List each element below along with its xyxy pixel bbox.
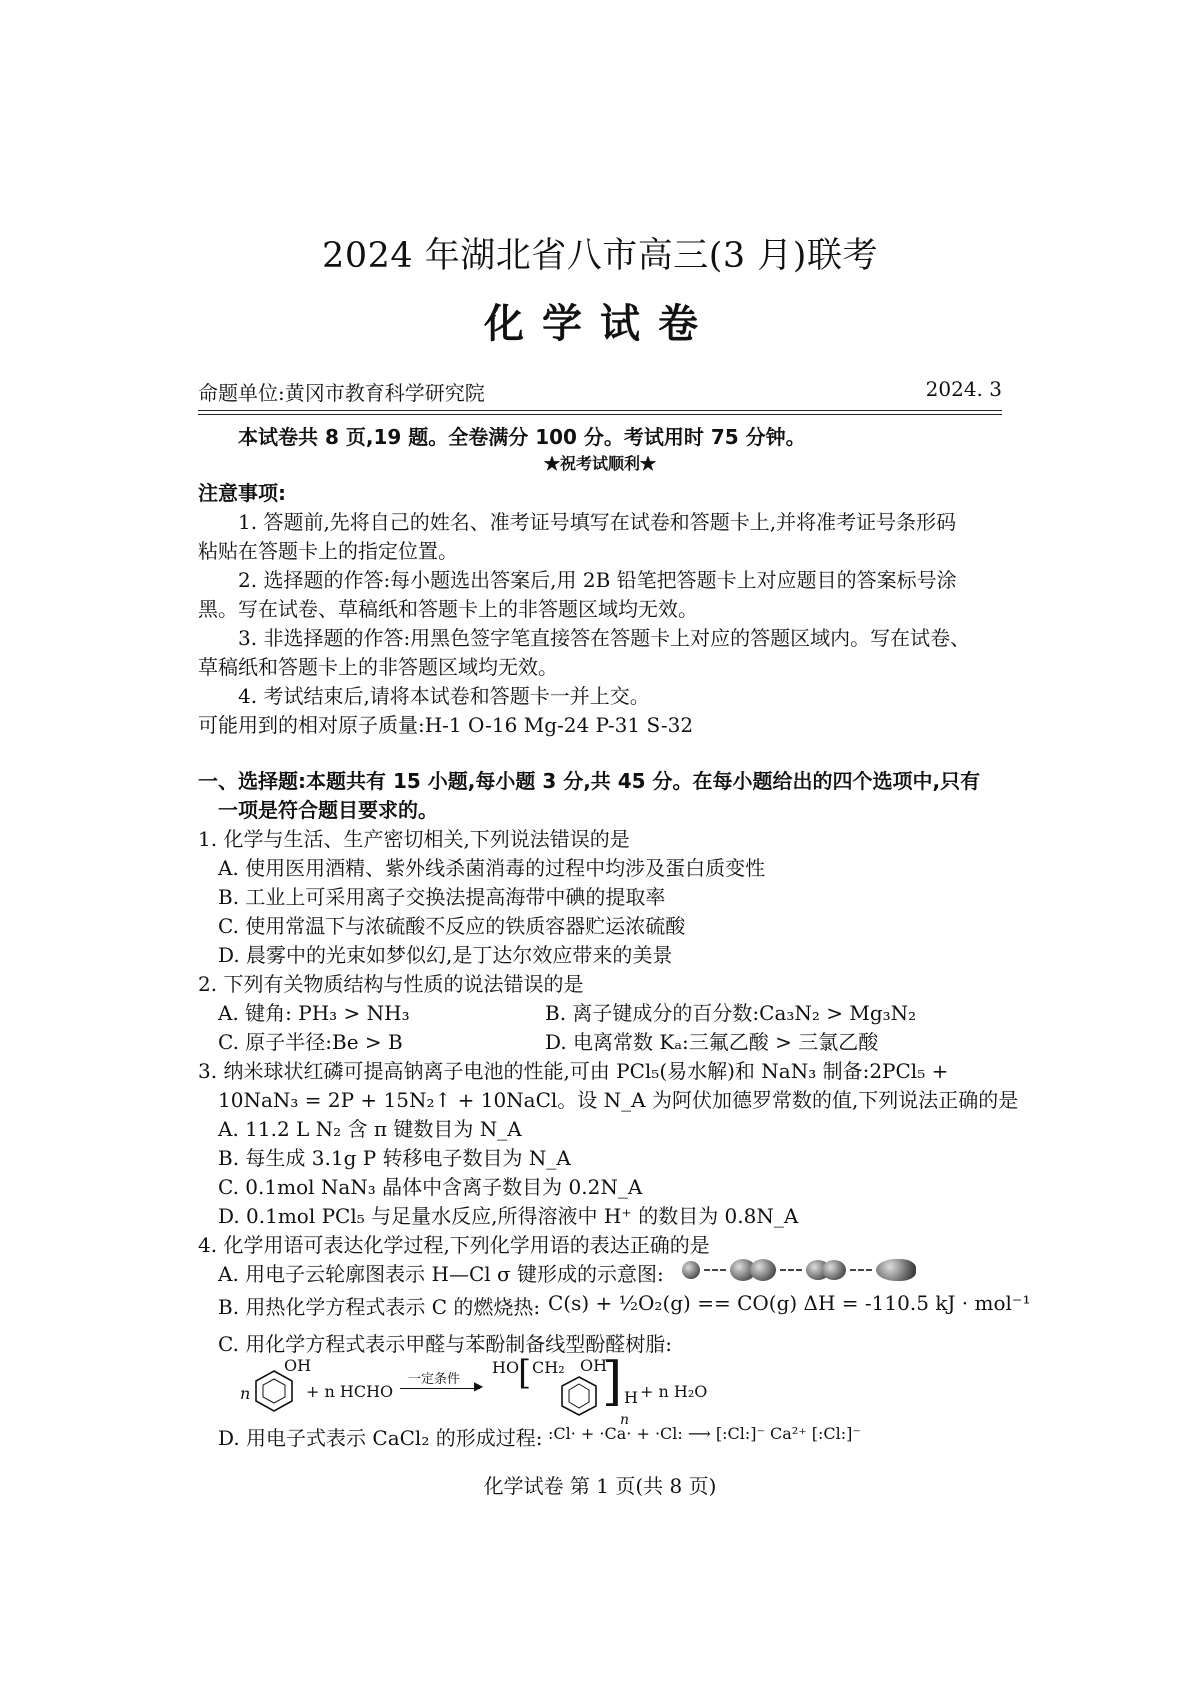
option-c: C. 0.1mol NaN₃ 晶体中含离子数目为 0.2N_A [218, 1175, 643, 1199]
question-stem-cont: 10NaN₃ = 2P + 15N₂↑ + 10NaCl。设 N_A 为阿伏加德罗常数的值,下列说法正确的是 [218, 1088, 1019, 1112]
overlap-orbital-icon [822, 1260, 846, 1280]
bracket-right: ] [602, 1352, 623, 1412]
subject-title: 化学试卷 [484, 301, 716, 347]
notice-line: 4. 考试结束后,请将本试卷和答题卡一并上交。 [238, 684, 650, 708]
option-c: C. 原子半径:Be > B [218, 1030, 403, 1054]
question-stem: 1. 化学与生活、生产密切相关,下列说法错误的是 [198, 827, 630, 851]
electron-formula: :Cl· + ·Ca· + ·Cl: ⟶ [:Cl:]⁻ Ca²⁺ [:Cl:]⁻ [548, 1424, 861, 1443]
h-orbital-icon [682, 1261, 700, 1279]
header-divider-2 [198, 414, 1002, 415]
option-c: C. 使用常温下与浓硫酸不反应的铁质容器贮运浓硫酸 [218, 914, 686, 938]
reaction-arrow [400, 1388, 480, 1389]
notice-line: 3. 非选择题的作答:用黑色签字笔直接答在答题卡上对应的答题区域内。写在试卷、 [238, 626, 971, 650]
question-stem: 2. 下列有关物质结构与性质的说法错误的是 [198, 972, 584, 996]
option-a: A. 用电子云轮廓图表示 H—Cl σ 键形成的示意图: [218, 1262, 664, 1286]
exam-info: 本试卷共 8 页,19 题。全卷满分 100 分。考试用时 75 分钟。 [238, 425, 806, 449]
atomic-masses: 可能用到的相对原子质量:H-1 O-16 Mg-24 P-31 S-32 [198, 713, 694, 737]
option-b: B. 用热化学方程式表示 C 的燃烧热: [218, 1295, 541, 1319]
sigma-bond-icon [876, 1259, 916, 1281]
ho-label: HO [492, 1358, 520, 1377]
option-a: A. 11.2 L N₂ 含 π 键数目为 N_A [218, 1117, 522, 1141]
notice-line: 1. 答题前,先将自己的姓名、准考证号填写在试卷和答题卡上,并将准考证号条形码 [238, 510, 957, 534]
option-d: D. 0.1mol PCl₅ 与足量水反应,所得溶液中 H⁺ 的数目为 0.8N_A [218, 1204, 799, 1228]
option-b: B. 工业上可采用离子交换法提高海带中碘的提取率 [218, 885, 666, 909]
option-d: D. 晨雾中的光束如梦似幻,是丁达尔效应带来的美景 [218, 943, 673, 967]
water-label: + n H₂O [640, 1382, 708, 1401]
electron-cloud-diagram [682, 1259, 916, 1281]
option-c: C. 用化学方程式表示甲醛与苯酚制备线型酚醛树脂: [218, 1332, 673, 1356]
notice-line: 粘贴在答题卡上的指定位置。 [198, 539, 458, 563]
option-d: D. 用电子式表示 CaCl₂ 的形成过程: [218, 1426, 543, 1450]
page-footer: 化学试卷 第 1 页(共 8 页) [483, 1474, 717, 1498]
question-stem: 4. 化学用语可表达化学过程,下列化学用语的表达正确的是 [198, 1233, 710, 1257]
option-b: B. 离子键成分的百分数:Ca₃N₂ > Mg₃N₂ [545, 1001, 917, 1025]
option-d: D. 电离常数 Kₐ:三氟乙酸 > 三氯乙酸 [545, 1030, 879, 1054]
hcho-label: + n HCHO [306, 1382, 394, 1401]
coef-n: n [240, 1384, 251, 1403]
header-divider [198, 410, 1002, 411]
notice-line: 黑。写在试卷、草稿纸和答题卡上的非答题区域均无效。 [198, 597, 698, 621]
bracket-left: [ [518, 1353, 532, 1393]
oh-label-2: OH [580, 1356, 608, 1375]
condition-label: 一定条件 [408, 1372, 461, 1387]
wish-line: ★祝考试顺利★ [543, 454, 656, 473]
degree-n: n [620, 1412, 630, 1428]
notice-line: 2. 选择题的作答:每小题选出答案后,用 2B 铅笔把答题卡上对应题目的答案标号涂 [238, 568, 957, 592]
question-stem: 3. 纳米球状红磷可提高钠离子电池的性能,可由 PCl₅(易水解)和 NaN₃ 制备:2PCl₅ + [198, 1059, 949, 1083]
option-a: A. 使用医用酒精、紫外线杀菌消毒的过程中均涉及蛋白质变性 [218, 856, 766, 880]
option-b: B. 每生成 3.1g P 转移电子数目为 N_A [218, 1146, 571, 1170]
section-heading: 一、选择题:本题共有 15 小题,每小题 3 分,共 45 分。在每小题给出的四个选项中,只有 [198, 769, 981, 793]
thermo-equation: C(s) + ½O₂(g) == CO(g) ΔH = -110.5 kJ · mol⁻¹ [548, 1291, 1031, 1315]
polymer-ring-icon [558, 1374, 600, 1418]
arrow-head: ▶ [474, 1379, 484, 1393]
notice-heading: 注意事项: [198, 481, 286, 505]
exam-title: 2024 年湖北省八市高三(3 月)联考 [322, 236, 878, 276]
resin-equation [240, 1352, 800, 1432]
option-a: A. 键角: PH₃ > NH₃ [218, 1001, 410, 1025]
org-label: 命题单位:黄冈市教育科学研究院 [198, 381, 485, 405]
cl-orbital-icon [750, 1259, 776, 1281]
section-heading-cont: 一项是符合题目要求的。 [218, 798, 438, 822]
exam-date: 2024. 3 [925, 377, 1002, 401]
oh-label: OH [284, 1356, 312, 1375]
h-label: H [624, 1388, 638, 1407]
notice-line: 草稿纸和答题卡上的非答题区域均无效。 [198, 655, 558, 679]
ch2-label: CH₂ [532, 1358, 565, 1377]
